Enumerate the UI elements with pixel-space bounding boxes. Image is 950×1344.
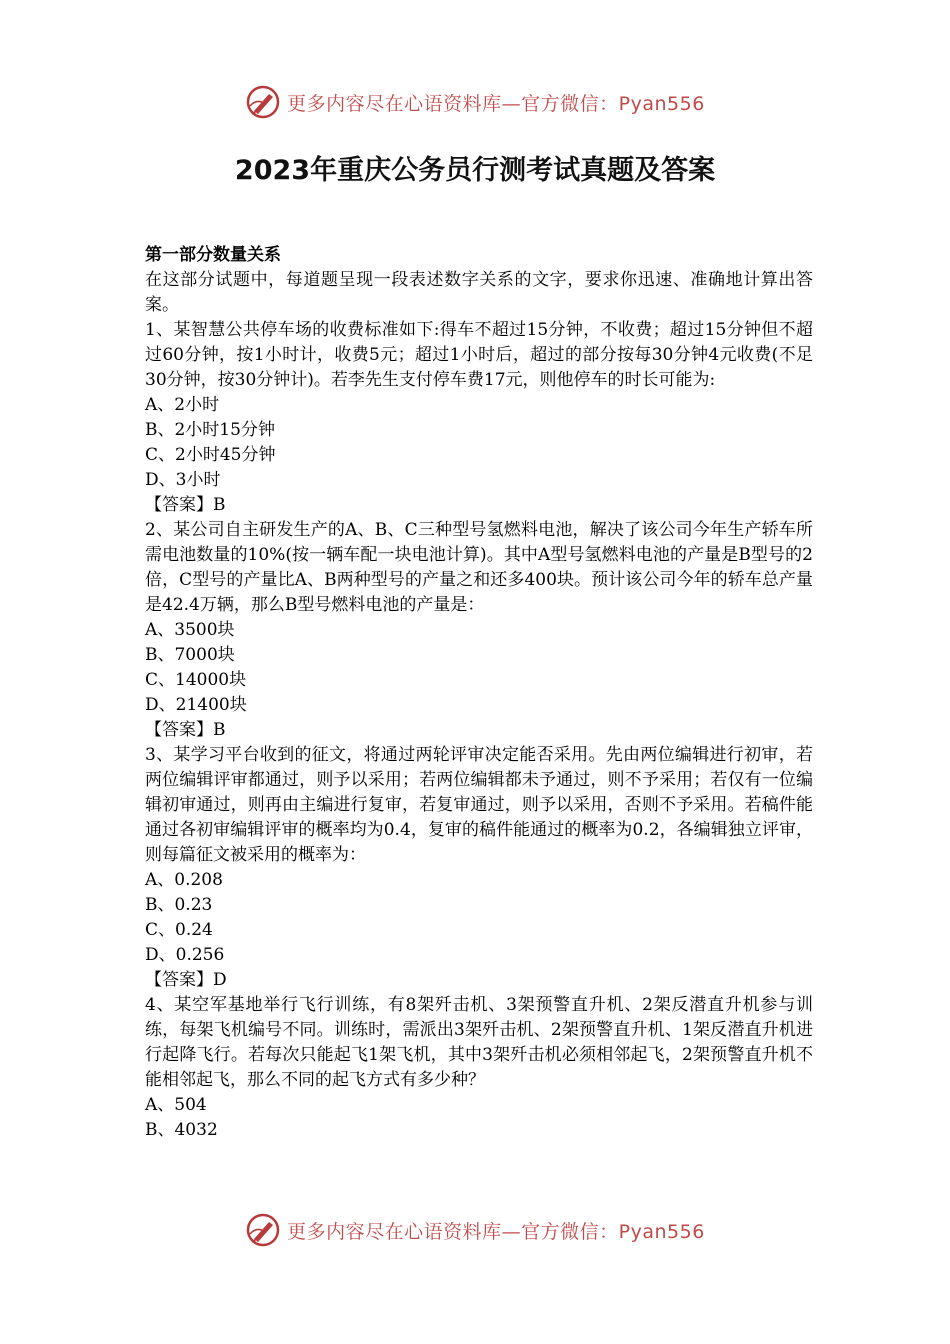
question-option: B、4032 xyxy=(145,1120,218,1140)
section-title: 第一部分数量关系 xyxy=(145,245,281,265)
banner-text: 更多内容尽在心语资料库—官方微信：Pyan556 xyxy=(287,1220,705,1243)
question-stem: 4、某空军基地举行飞行训练，有8架歼击机、3架预警直升机、2架反潜直升机参与训练，每架飞机编号不同。训练时，需派出3架歼击机、2架预警直升机、1架反潜直升机进行起降飞行。若每次只能起飞1架飞机，其中3架歼击机必须相邻起飞，2架预警直升机不能相邻起飞，那么不同的起飞方式有多少种？ xyxy=(145,995,813,1090)
question-answer: 【答案】D xyxy=(145,970,227,990)
pen-logo-icon xyxy=(245,84,281,120)
question-option: A、2小时 xyxy=(145,395,220,415)
footer-banner xyxy=(0,1210,950,1250)
question-answer: 【答案】B xyxy=(145,495,226,515)
question-option: C、2小时45分钟 xyxy=(145,445,276,465)
question-option: A、0.208 xyxy=(145,870,223,890)
question-stem: 1、某智慧公共停车场的收费标准如下:得车不超过15分钟，不收费；超过15分钟但不超过60分钟，按1小时计，收费5元；超过1小时后，超过的部分按每30分钟4元收费(不足30分钟，按30分钟计)。若李先生支付停车费17元，则他停车的时长可能为: xyxy=(145,320,813,390)
document-body xyxy=(145,243,813,1143)
document-title: 2023年重庆公务员行测考试真题及答案 xyxy=(234,155,716,186)
question-option: B、7000块 xyxy=(145,645,235,665)
section-intro: 在这部分试题中，每道题呈现一段表述数字关系的文字，要求你迅速、准确地计算出答案。 xyxy=(145,270,813,315)
question-option: C、0.24 xyxy=(145,920,213,940)
question-option: B、2小时15分钟 xyxy=(145,420,275,440)
question-answer: 【答案】B xyxy=(145,720,226,740)
question-option: D、0.256 xyxy=(145,945,225,965)
question-option: B、0.23 xyxy=(145,895,213,915)
pen-logo-icon xyxy=(245,1212,281,1248)
question-stem: 3、某学习平台收到的征文，将通过两轮评审决定能否采用。先由两位编辑进行初审，若两位编辑评审都通过，则予以采用；若两位编辑都未予通过，则不予采用；若仅有一位编辑初审通过，则再由主编进行复审，若复审通过，则予以采用，否则不予采用。若稿件能通过各初审编辑评审的概率均为0.4，复审的稿件能通过的概率为0.2，各编辑独立评审，则每篇征文被采用的概率为： xyxy=(145,745,813,865)
question-option: D、21400块 xyxy=(145,695,247,715)
question-stem: 2、某公司自主研发生产的A、B、C三种型号氢燃料电池，解决了该公司今年生产轿车所需电池数量的10%(按一辆车配一块电池计算)。其中A型号氢燃料电池的产量是B型号的2倍，C型号的产量比A、B两种型号的产量之和还多400块。预计该公司今年的轿车总产量是42.4万辆，那么B型号燃料电池的产量是： xyxy=(145,520,813,615)
question-option: A、3500块 xyxy=(145,620,235,640)
question-option: A、504 xyxy=(145,1095,207,1115)
banner-text: 更多内容尽在心语资料库—官方微信：Pyan556 xyxy=(287,92,705,115)
header-banner xyxy=(0,82,950,122)
question-option: C、14000块 xyxy=(145,670,247,690)
question-option: D、3小时 xyxy=(145,470,221,490)
